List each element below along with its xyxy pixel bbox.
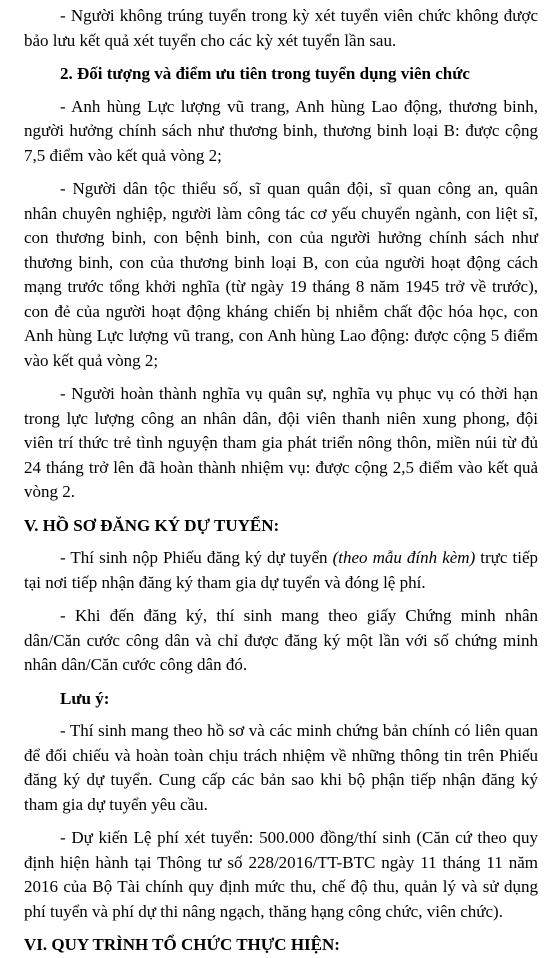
section-heading-procedure: VI. QUY TRÌNH TỔ CHỨC THỰC HIỆN: [24,935,340,954]
paragraph-submit-form [24,546,538,595]
note-label: Lưu ý: [60,688,110,708]
paragraph-original-documents: - Thí sinh mang theo hồ sơ và các minh chứng bản chính có liên quan để đối chiếu và hoàn toàn chịu trách nhiệm về những thông tin trên Phiếu đăng ký dự tuyển. Cung cấp các bản sao khi bộ phận tiếp nhận đăng ký tham gia dự tuyển yêu cầu. [24,721,538,814]
submit-form-text-end: trực tiếp tại nơi tiếp nhận đăng ký tham gia dự tuyển và đóng lệ phí. [24,548,538,592]
paragraph-fee: - Dự kiến Lệ phí xét tuyển: 500.000 đồng/thí sinh (Căn cứ theo quy định hiện hành tại Thông tư số 228/2016/TT-BTC ngày 11 tháng 11 năm 2016 của Bộ Tài chính quy định mức thu, chế độ thu, quản lý và sử dụng phí tuyển và phí dự thi nâng ngạch, thăng hạng công chức, viên chức). [24,828,538,921]
heading-priority-subjects: 2. Đối tượng và điểm ưu tiên trong tuyển dụng viên chức [60,64,470,83]
paragraph-id-card: - Khi đến đăng ký, thí sinh mang theo giấy Chứng minh nhân dân/Căn cước công dân và chỉ được đăng ký một lần với số chứng minh nhân dân/Căn cước công dân đó. [24,606,538,674]
paragraph-priority-minorities: - Người dân tộc thiểu số, sĩ quan quân đội, sĩ quan công an, quân nhân chuyên nghiệp, người làm công tác cơ yếu chuyển ngành, con liệt sĩ, con thương binh, con bệnh binh, con của người hưởng chính sách như thương binh, con của thương binh loại B, con của người hoạt động cách mạng trước tổng khởi nghĩa (từ ngày 19 tháng 8 năm 1945 trở về trước), con đẻ của người hoạt động kháng chiến bị nhiễm chất độc hóa học, con Anh hùng Lực lượng vũ trang, con Anh hùng Lao động: được cộng 5 điểm vào kết quả vòng 2; [24,179,538,370]
submit-form-text-start: - Thí sinh nộp Phiếu đăng ký dự tuyển [60,548,333,567]
paragraph-unsuccessful-candidates: - Người không trúng tuyển trong kỳ xét tuyển viên chức không được bảo lưu kết quả xét tuyển cho các kỳ xét tuyển lần sau. [24,6,538,50]
submit-form-italic-note: (theo mẫu đính kèm) [332,548,476,567]
paragraph-priority-heroes: - Anh hùng Lực lượng vũ trang, Anh hùng Lao động, thương binh, người hưởng chính sách như thương binh, thương binh loại B: được cộng 7,5 điểm vào kết quả vòng 2; [24,96,538,165]
paragraph-priority-military-service: - Người hoàn thành nghĩa vụ quân sự, nghĩa vụ phục vụ có thời hạn trong lực lượng công an nhân dân, đội viên thanh niên xung phong, đội viên trí thức trẻ tình nguyện tham gia phát triển nông thôn, miền núi từ đủ 24 tháng trở lên đã hoàn thành nhiệm vụ: được cộng 2,5 điểm vào kết quả vòng 2. [24,384,538,501]
section-heading-application-dossier: V. HỒ SƠ ĐĂNG KÝ DỰ TUYỂN: [24,515,280,535]
